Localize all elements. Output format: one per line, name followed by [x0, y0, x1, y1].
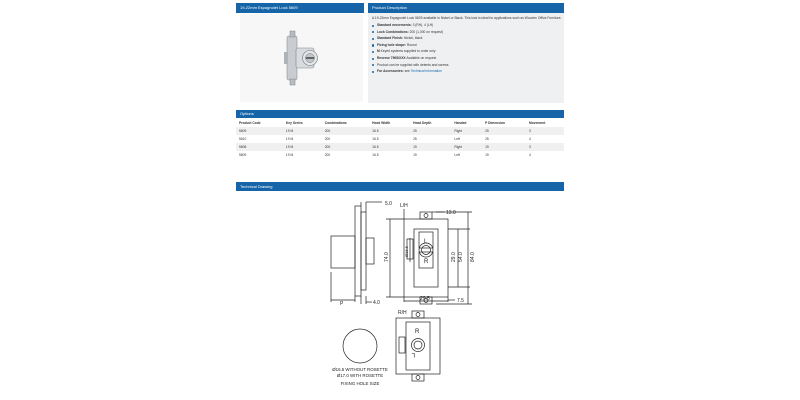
bullet-text: see: [404, 69, 410, 74]
column-header: Product Code: [239, 121, 261, 125]
fixing-note-2: Ø17.0 WITH ROSETTE: [336, 373, 384, 378]
bullet-label: Lock Combinations:: [377, 29, 409, 34]
bullet-label: Standard movements:: [377, 23, 412, 27]
column-header: Combinations: [324, 121, 347, 125]
fixing-note-1: Ø16.5 WITHOUT ROSETTE: [332, 367, 388, 372]
dim-inner-mid: 29.0: [451, 252, 457, 262]
bullet-label: Reverse 7908/XXX: [377, 55, 406, 60]
table-cell: 5609: [236, 127, 283, 135]
table-cell: 200: [324, 153, 331, 157]
bullet-label: Fixing hole shape:: [377, 42, 406, 47]
bullet-text: Available on request: [406, 55, 437, 60]
dim-bottom-right: 7.5: [457, 298, 464, 304]
table-cell: 4: [529, 137, 531, 141]
dim-outer-height: 84.0: [470, 252, 476, 262]
bullet-text: Keyed systems supplied to order only: [380, 49, 436, 54]
column-header: Movement: [529, 121, 546, 125]
bullet-text: Product can be supplied with detents and screws: [377, 62, 449, 67]
fixing-hole-circle: [343, 329, 377, 363]
table-cell: Right: [451, 127, 482, 135]
table-cell: 16.5: [369, 127, 410, 135]
technical-information-link[interactable]: Technical Information: [410, 69, 442, 74]
dim-bottom-side: 4.0: [373, 300, 380, 306]
column-header: Head Width: [372, 121, 391, 125]
table-cell: 16.5: [372, 137, 379, 141]
bullet-label: M: [377, 49, 380, 54]
table-cell: 19 M: [285, 153, 294, 157]
column-header: Key Series: [285, 121, 303, 125]
table-cell: Left: [454, 153, 460, 157]
product-title: 19-22mm Espagnolet Lock 5609: [240, 5, 298, 10]
fixing-note-3: FIXING HOLE SIZE: [340, 381, 380, 386]
options-title: Options: [240, 111, 254, 116]
l-letter: L: [424, 239, 428, 245]
bullet-text: Round: [406, 42, 417, 47]
bullet-text: 200 (1,000 on request): [409, 29, 443, 34]
table-cell: 16.5: [369, 143, 410, 151]
table-cell: 19: [482, 143, 526, 151]
table-cell: 25: [482, 127, 526, 135]
table-cell: 19: [413, 153, 417, 157]
column-header: Handed: [454, 121, 467, 125]
dim-top-right: 13.0: [446, 210, 456, 216]
dim-height-left: 74.0: [384, 252, 390, 262]
r-letter-rh: R: [415, 329, 420, 335]
table-cell: 25: [485, 137, 489, 141]
table-cell: 3: [526, 127, 564, 135]
table-cell: 25: [410, 127, 451, 135]
bullet-label: For Accessories:: [377, 69, 404, 74]
dim-bottom-width: 29.5: [420, 296, 430, 302]
table-cell: 200: [324, 137, 331, 141]
table-cell: Left: [454, 137, 460, 141]
bullet-text: Nickel, black: [403, 36, 423, 41]
table-cell: 19: [410, 143, 451, 151]
table-cell: 5608: [236, 143, 283, 151]
table-cell: 19 M: [285, 137, 294, 141]
dim-p: P: [340, 301, 344, 307]
description-title: Product Description: [372, 5, 407, 10]
bullet-text: 3 (RH), 4 (LH): [412, 23, 434, 27]
table-cell: 25: [413, 137, 417, 141]
description-intro: A 19-22mm Espagnolet Lock 5609 available in Nickel or Black. This lock is ideal for applications such as Wooden Office Furniture.: [372, 16, 562, 20]
column-header: Head Depth: [413, 121, 432, 125]
lh-label: L/H: [400, 203, 408, 209]
table-cell: 3: [526, 143, 564, 151]
column-header: P Dimension: [485, 121, 505, 125]
r-letter: R: [424, 259, 429, 265]
side-view: [331, 202, 382, 304]
table-cell: 200: [322, 143, 369, 151]
dim-side-top: 5.0: [385, 201, 392, 207]
table-cell: Right: [451, 143, 482, 151]
technical-title: Technical Drawing: [240, 184, 273, 189]
table-cell: 19: [485, 153, 489, 157]
rh-label: R/H: [398, 310, 407, 316]
table-cell: 16.5: [372, 153, 379, 157]
dim-diameter: Ø16.5: [404, 246, 409, 257]
table-cell: 19 M: [283, 143, 322, 151]
bullet-label: Standard Finish:: [377, 36, 404, 41]
table-cell: 5610: [239, 137, 247, 141]
table-cell: 200: [322, 127, 369, 135]
table-cell: 19 M: [283, 127, 322, 135]
dim-inner-height: 54.0: [458, 252, 464, 262]
table-cell: 5609: [239, 153, 247, 157]
table-cell: 4: [529, 153, 531, 157]
l-letter-rh: L: [411, 351, 415, 357]
front-view-rh: [396, 311, 440, 381]
